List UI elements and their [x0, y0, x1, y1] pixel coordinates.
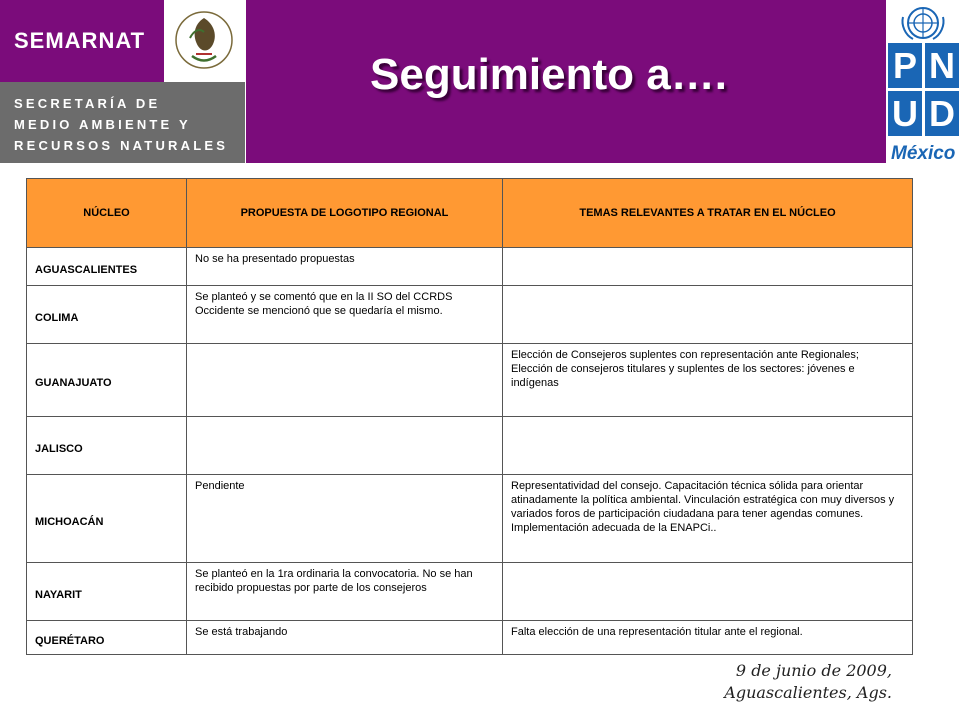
logo-cell: Se planteó en la 1ra ordinaria la convocatoria. No se han recibido propuestas por parte de los consejeros	[187, 563, 503, 621]
logo-cell: No se ha presentado propuestas	[187, 248, 503, 286]
column-header-nucleo: NÚCLEO	[27, 179, 187, 248]
topics-cell	[503, 248, 913, 286]
table-header-row	[27, 179, 913, 248]
logo-cell: Se está trabajando	[187, 621, 503, 655]
pnud-letter-p: P	[888, 43, 922, 88]
topics-cell	[503, 563, 913, 621]
state-cell: QUERÉTARO	[27, 621, 187, 655]
footer-date-place	[724, 660, 892, 704]
logo-cell	[187, 344, 503, 417]
table-row	[27, 563, 913, 621]
undp-country: México	[891, 143, 956, 164]
org-line-2: MEDIO AMBIENTE Y	[14, 117, 191, 132]
pnud-grid	[888, 43, 960, 139]
topics-cell	[503, 286, 913, 344]
mexican-coat-of-arms-icon	[164, 0, 244, 82]
org-full-name	[0, 82, 245, 163]
topics-cell: Falta elección de una representación titular ante el regional.	[503, 621, 913, 655]
topics-cell: Elección de Consejeros suplentes con representación ante Regionales; Elección de consejeros titulares y suplentes de los sectores: jóvenes e indígenas	[503, 344, 913, 417]
table-row	[27, 475, 913, 563]
footer-date: 9 de junio de 2009,	[735, 661, 892, 680]
semarnat-logo	[0, 0, 164, 82]
follow-up-table	[26, 178, 913, 655]
pnud-letter-d: D	[925, 91, 959, 136]
header	[0, 0, 960, 163]
table-row	[27, 286, 913, 344]
state-cell: JALISCO	[27, 417, 187, 475]
un-emblem-icon	[893, 5, 953, 43]
footer-place: Aguascalientes, Ags.	[724, 683, 892, 702]
state-cell: COLIMA	[27, 286, 187, 344]
column-header-logo: PROPUESTA DE LOGOTIPO REGIONAL	[187, 179, 503, 248]
logo-cell	[187, 417, 503, 475]
coat-of-arms-drawing	[164, 0, 244, 82]
table-row	[27, 621, 913, 655]
pnud-letter-u: U	[888, 91, 922, 136]
state-cell: GUANAJUATO	[27, 344, 187, 417]
topics-cell: Representatividad del consejo. Capacitación técnica sólida para orientar atinadamente la política ambiental. Vinculación estratégica con muy diversos y variados foros de participación ciudadana para tener agendas comunes. Implementación adecuada de la ENAPCi..	[503, 475, 913, 563]
logo-cell: Pendiente	[187, 475, 503, 563]
org-line-1: SECRETARÍA DE	[14, 96, 161, 111]
pnud-letter-n: N	[925, 43, 959, 88]
state-cell: NAYARIT	[27, 563, 187, 621]
logo-cell: Se planteó y se comentó que en la II SO del CCRDS Occidente se mencionó que se quedaría el mismo.	[187, 286, 503, 344]
org-name: SEMARNAT	[14, 28, 146, 53]
table-row	[27, 248, 913, 286]
state-cell: MICHOACÁN	[27, 475, 187, 563]
table-row	[27, 417, 913, 475]
table-row	[27, 344, 913, 417]
page-title: Seguimiento a….	[370, 50, 727, 99]
column-header-topics: TEMAS RELEVANTES A TRATAR EN EL NÚCLEO	[503, 179, 913, 248]
topics-cell	[503, 417, 913, 475]
org-line-3: RECURSOS NATURALES	[14, 138, 229, 153]
state-cell: AGUASCALIENTES	[27, 248, 187, 286]
